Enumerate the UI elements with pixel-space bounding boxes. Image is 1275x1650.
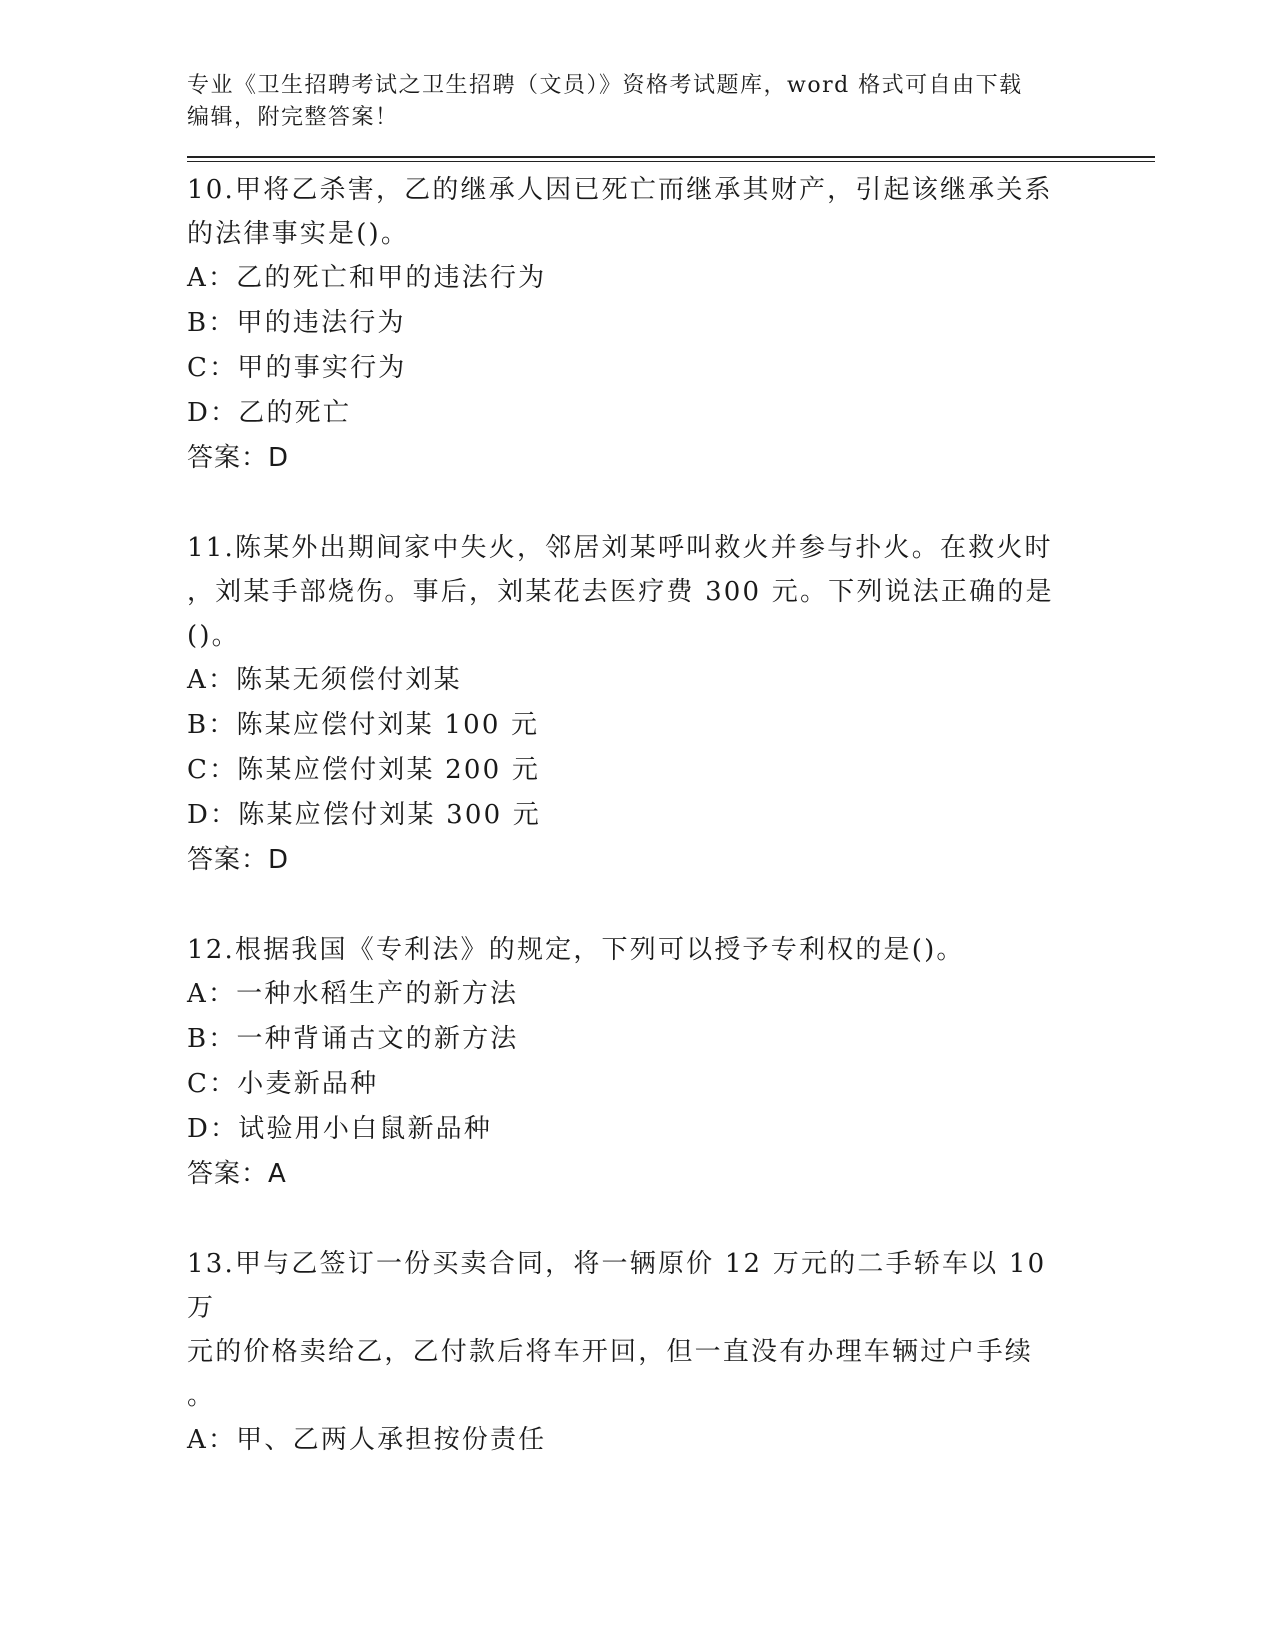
header-line-1: 专业《卫生招聘考试之卫生招聘（文员）》资格考试题库，word 格式可自由下载 bbox=[187, 73, 1023, 98]
option-a: A：乙的死亡和甲的违法行为 bbox=[187, 263, 547, 293]
spacer bbox=[187, 481, 1157, 526]
question-12 bbox=[187, 928, 1067, 1197]
question-text-line: ()。 bbox=[187, 621, 240, 651]
option-c: C：陈某应偿付刘某 200 元 bbox=[187, 755, 541, 785]
header-line-2: 编辑，附完整答案！ bbox=[187, 105, 399, 130]
document-page bbox=[187, 70, 1157, 1463]
option-a: A：甲、乙两人承担按份责任 bbox=[187, 1425, 547, 1455]
answer: 答案：A bbox=[187, 1159, 287, 1189]
question-text-line: 12.根据我国《专利法》的规定，下列可以授予专利权的是()。 bbox=[187, 935, 965, 965]
question-text-line: 11.陈某外出期间家中失火，邻居刘某呼叫救火并参与扑火。在救火时 bbox=[187, 533, 1053, 563]
spacer bbox=[187, 1197, 1157, 1242]
question-13 bbox=[187, 1242, 1067, 1463]
header-divider bbox=[187, 156, 1155, 162]
document-header bbox=[187, 70, 1067, 134]
option-d: D：试验用小白鼠新品种 bbox=[187, 1114, 493, 1144]
question-text-line: 10.甲将乙杀害，乙的继承人因已死亡而继承其财产，引起该继承关系 bbox=[187, 175, 1053, 205]
answer: 答案：D bbox=[187, 845, 290, 875]
question-text-line: 。 bbox=[187, 1381, 216, 1411]
question-text-line: 13.甲与乙签订一份买卖合同，将一辆原价 12 万元的二手轿车以 10 万 bbox=[187, 1249, 1047, 1323]
spacer bbox=[187, 883, 1157, 928]
option-b: B：陈某应偿付刘某 100 元 bbox=[187, 710, 540, 740]
option-a: A：一种水稻生产的新方法 bbox=[187, 979, 519, 1009]
option-b: B：甲的违法行为 bbox=[187, 308, 406, 338]
option-d: D：乙的死亡 bbox=[187, 398, 352, 428]
question-11 bbox=[187, 526, 1067, 883]
option-d: D：陈某应偿付刘某 300 元 bbox=[187, 800, 542, 830]
option-b: B：一种背诵古文的新方法 bbox=[187, 1024, 519, 1054]
option-c: C：甲的事实行为 bbox=[187, 353, 407, 383]
answer: 答案：D bbox=[187, 443, 290, 473]
option-c: C：小麦新品种 bbox=[187, 1069, 379, 1099]
option-a: A：陈某无须偿付刘某 bbox=[187, 665, 462, 695]
question-10 bbox=[187, 168, 1067, 481]
question-text-line: 元的价格卖给乙，乙付款后将车开回，但一直没有办理车辆过户手续 bbox=[187, 1337, 1034, 1367]
question-text-line: ，刘某手部烧伤。事后，刘某花去医疗费 300 元。下列说法正确的是 bbox=[187, 577, 1054, 607]
question-text-line: 的法律事实是()。 bbox=[187, 219, 410, 249]
